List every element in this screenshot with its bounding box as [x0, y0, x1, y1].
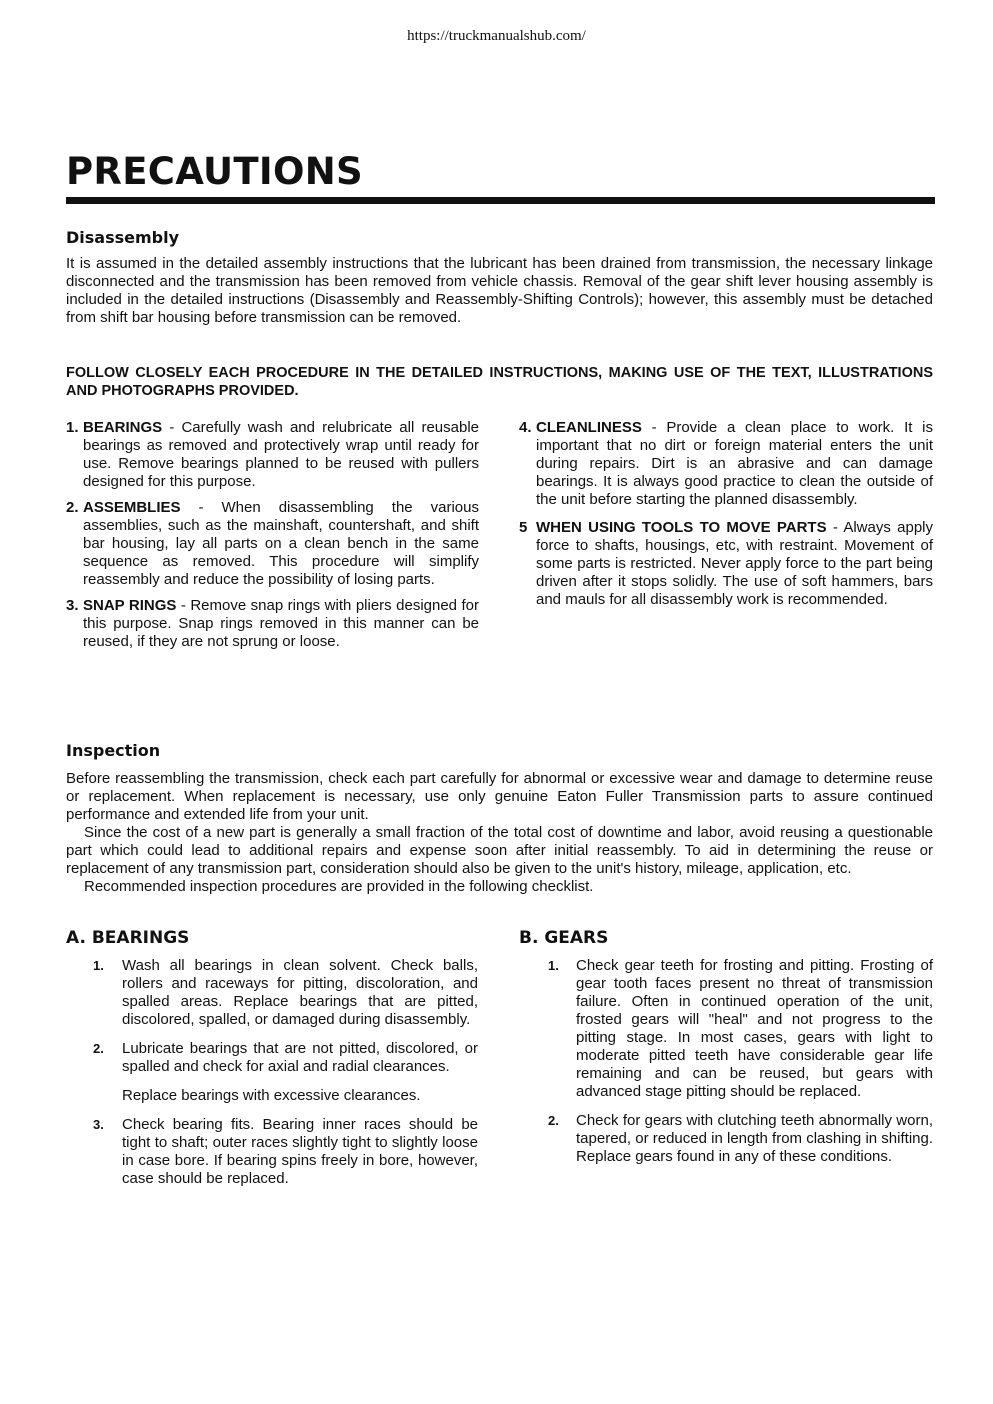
- item-text: Check bearing fits. Bearing inner races should be tight to shaft; outer races slightly tight to slightly loose in case bore. If bearing spins freely in bore, however, case should be replaced.: [122, 1116, 478, 1187]
- item-number: 2.: [66, 499, 79, 516]
- item-text: - Provide a clean place to work. It is important that no dirt or foreign material enters the unit during repairs. Dirt is an abrasive and can damage bearings. It is always good practice to clean the outside of the unit before starting the planned disassembly.: [536, 419, 933, 508]
- bearings-checklist: [93, 957, 478, 1199]
- procedure-notice: FOLLOW CLOSELY EACH PROCEDURE IN THE DETAILED INSTRUCTIONS, MAKING USE OF THE TEXT, ILLUSTRATIONS AND PHOTOGRAPHS PROVIDED.: [66, 365, 933, 399]
- item-lead: BEARINGS: [83, 419, 163, 436]
- inspection-heading: Inspection: [66, 741, 161, 760]
- bearings-note: Replace bearings with excessive clearances.: [122, 1087, 421, 1104]
- precaution-item-tools: [519, 519, 933, 609]
- item-text: - Always apply force to shafts, housings, etc, with restraint. Movement of some parts is restricted. Never apply force to the part being driven after it stops solidly. The use of soft hammers, bars and mauls for all disassembly work is recommended.: [536, 519, 933, 608]
- precaution-item-bearings: [66, 419, 479, 491]
- bearings-item-1: [93, 957, 478, 1029]
- precaution-item-snap-rings: [66, 597, 479, 651]
- item-text: Wash all bearings in clean solvent. Check balls, rollers and raceways for pitting, discoloration, and spalled areas. Replace bearings that are pitted, discolored, spalled, or damaged during disassembly.: [122, 957, 478, 1028]
- inspection-intro: [66, 770, 933, 896]
- page-title: PRECAUTIONS: [66, 150, 363, 193]
- bearings-item-2: [93, 1040, 478, 1076]
- precaution-item-assemblies: [66, 499, 479, 589]
- inspection-paragraph-1: Before reassembling the transmission, check each part carefully for abnormal or excessive wear and damage to determine reuse or replacement. When replacement is necessary, use only genuine Eaton Fuller Transmission parts to assure continued performance and extended life from your unit.: [66, 770, 933, 823]
- item-text: - Remove snap rings with pliers designed for this purpose. Snap rings removed in this manner can be reused, if they are not sprung or loose.: [83, 597, 480, 650]
- item-text: Check for gears with clutching teeth abnormally worn, tapered, or reduced in length from clashing in shifting. Replace gears found in any of these conditions.: [576, 1112, 933, 1165]
- inspection-paragraph-2: Since the cost of a new part is generally a small fraction of the total cost of downtime and labor, avoid reusing a questionable part which could lead to additional repairs and expense soon after initial reassembly. To aid in determining the reuse or replacement of any transmission part, consideration should also be given to the unit's history, mileage, application, etc.: [66, 824, 933, 877]
- item-lead: ASSEMBLIES: [83, 499, 181, 516]
- item-number: 2.: [93, 1041, 104, 1056]
- item-number: 2.: [548, 1113, 559, 1128]
- item-text: Lubricate bearings that are not pitted, discolored, or spalled and check for axial and radial clearances.: [122, 1040, 478, 1075]
- disassembly-paragraph: It is assumed in the detailed assembly instructions that the lubricant has been drained from transmission, the necessary linkage disconnected and the transmission has been removed from vehicle chassis. Removal of the gear shift lever housing assembly is included in the detailed instructions (Disassembly and Reassembly-Shifting Controls); however, this assembly must be detached from shift bar housing before transmission can be removed.: [66, 255, 933, 326]
- inspection-paragraph-3: Recommended inspection procedures are provided in the following checklist.: [84, 878, 594, 895]
- precautions-left-column: [66, 419, 479, 651]
- item-text: Check gear teeth for frosting and pitting. Frosting of gear tooth faces present no threat of transmission failure. Often in continued operation of the unit, frosted gears will "heal" and not progress to the pitting stage. In most cases, gears with light to moderate pitted teeth have considerable gear life remaining and can be reused, but gears with advanced stage pitting should be replaced.: [576, 957, 933, 1100]
- title-rule: [66, 197, 935, 204]
- item-lead: CLEANLINESS: [536, 419, 642, 436]
- precautions-right-column: [519, 419, 933, 609]
- bearings-heading: A. BEARINGS: [66, 928, 190, 948]
- gears-checklist: [548, 957, 933, 1177]
- item-number: 4.: [519, 419, 532, 436]
- bearings-item-3: [93, 1116, 478, 1188]
- item-text: - Carefully wash and relubricate all reusable bearings as removed and protectively wrap until ready for use. Remove bearings planned to be reused with pullers designed for this purpose.: [83, 419, 479, 490]
- item-number: 1.: [548, 958, 559, 973]
- item-number: 1.: [66, 419, 79, 436]
- gears-item-1: [548, 957, 933, 1101]
- item-number: 3.: [66, 597, 79, 614]
- gears-heading: B. GEARS: [519, 928, 609, 948]
- disassembly-heading: Disassembly: [66, 228, 180, 247]
- item-text: - When disassembling the various assemblies, such as the mainshaft, countershaft, and shift bar housing, lay all parts on a clean bench in the same sequence as removed. This procedure will simplify reassembly and reduce the possibility of losing parts.: [83, 499, 479, 588]
- precaution-item-cleanliness: [519, 419, 933, 509]
- item-number: 3.: [93, 1117, 104, 1132]
- item-number: 1.: [93, 958, 104, 973]
- source-url: https://truckmanualshub.com/: [407, 28, 586, 44]
- item-lead: SNAP RINGS: [83, 597, 177, 614]
- item-lead: WHEN USING TOOLS TO MOVE PARTS: [536, 519, 827, 536]
- gears-item-2: [548, 1112, 933, 1166]
- item-number: 5: [519, 519, 528, 536]
